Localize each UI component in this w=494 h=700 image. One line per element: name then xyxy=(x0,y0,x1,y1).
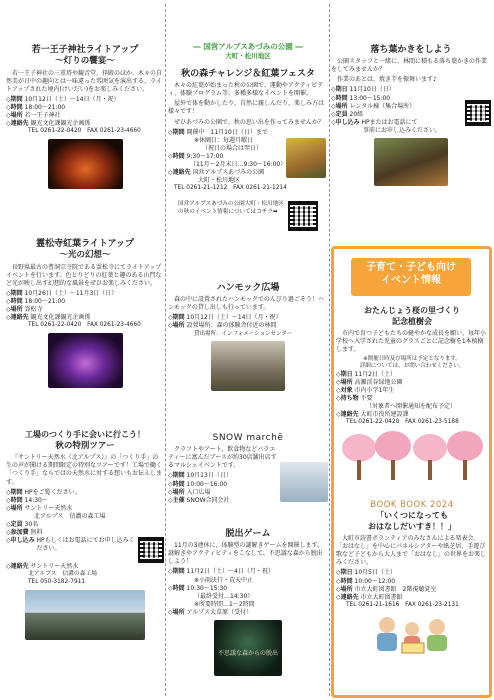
detail-row: （11月～2月末日…9:30～16:00） xyxy=(190,160,287,168)
contact-row: ◇連絡先 大町市役所建設課 xyxy=(336,411,409,419)
event-description: 市内で育つ子どもたちの健やかな成長を願い、毎年小学校へ入学された児童のグラスごとに記念樹を1本植樹します。 xyxy=(336,329,487,353)
event-escape-game xyxy=(168,528,328,679)
detail-row: ◇期日 11月2日（土） xyxy=(336,370,396,378)
event-title: 落ち葉かきをしよう xyxy=(370,45,452,55)
event-description: 若一王子神社の三重塔や観音堂、拝殿のほか、木々の自然美が日中の趣向とは一味違った雰囲気を演出する、ライトアップされた境内(けいだい)をお楽しみください。 xyxy=(6,69,163,93)
detail-row: 北アルプス 信濃の森工場 xyxy=(34,512,106,520)
event-description: 『サントリー天然水（北アルプス）』の「つくり手」の生の声が聞ける期間限定の特別なツアーです！工場で働く「つくり手」ならではの天然水に対する想いもお伝えします。 xyxy=(6,454,162,486)
snow-marche-poster xyxy=(280,462,328,502)
detail-row: ◇期間 10月12日（土）～14日（月・祝） xyxy=(168,314,282,322)
detail-row: ◇参加費 無料 xyxy=(6,529,43,537)
detail-row: ◇時間 18:00～21:00 xyxy=(6,297,66,305)
contact-row: ◇連絡先 観光文化課観光企画係 xyxy=(6,314,91,322)
event-description: ぜひあづみの公園で、秋の思い出を作ってみませんか？ xyxy=(174,118,324,126)
event-description: クラフトやアート、飲食物などバラエティーに富んだブースが約30店舗出店するマルシェイベントです。 xyxy=(168,446,277,470)
detail-row: ◇期間 開催中 11月10日（日）まで xyxy=(168,128,268,136)
event-description: 作業のあとは、焼き芋を振舞います♪ xyxy=(337,76,437,84)
kids-banner-line2: イベント情報 xyxy=(381,275,441,286)
contact-name2: 北アルプス 信濃の森工場 xyxy=(28,571,98,578)
escape-game-poster: 不思議な森からの脱出 xyxy=(214,620,282,676)
detail-row: ◇場所 霊松寺 xyxy=(6,306,43,314)
event-snow-marche xyxy=(168,432,328,505)
qr-code[interactable] xyxy=(465,100,491,126)
detail-row: ◇時間 10:00～12:00 xyxy=(336,577,396,585)
detail-row: 貸出場所：インフォメーションセンター xyxy=(194,330,293,337)
event-description: 木々の紅葉が始まった秋の公園で、運動やアクティビティ、体験プログラム等、多種多様なイベントを開催。 xyxy=(168,82,324,98)
cherry-trees-illustration xyxy=(337,430,487,482)
detail-row: ◇時間 10:30～15:30 xyxy=(168,584,228,592)
pagoda-photo xyxy=(48,139,123,189)
leaf-raking-photo xyxy=(374,138,448,186)
contact-tel: TEL 0261-21-1212 FAX 0261-21-1214 xyxy=(174,185,287,192)
event-tree-planting xyxy=(336,306,488,482)
event-description: 大町市読書ボランティアのみなさんによる楽表会。「おはなし」を中心にパネルシアターや紙芝居、手遊び歌など子どもから大人まで「おはなし」の世界をお楽しみください。 xyxy=(336,535,487,567)
factory-photo xyxy=(25,590,145,640)
detail-row: ◇対象 市内小学1年生 xyxy=(336,386,395,394)
event-subtitle: 「いくつになっても xyxy=(376,511,448,521)
contact-tel: TEL 050-3182-7911 xyxy=(28,579,86,586)
event-description: 屋外で体を動かしたり、自然に親しんだり、楽しみ方は様々です！ xyxy=(168,100,325,116)
apply-block xyxy=(6,537,164,563)
detail-row: ◇持ち物 不要 xyxy=(336,395,373,402)
detail-row: ◇連絡先 市立大町図書館 xyxy=(336,593,403,601)
qr-code[interactable] xyxy=(288,201,318,231)
event-subtitle: おはなしだいすき！！」 xyxy=(368,522,456,532)
detail-row: ◇場所 設置場所：森の体験舎付近の林間 xyxy=(168,322,277,330)
family-reading-illustration xyxy=(357,613,467,657)
park-header-title: ― 国営アルプスあづみの公園 ― xyxy=(193,42,303,51)
detail-row: ◇時間 14:30～ xyxy=(6,496,48,504)
detail-row: （祝日の場合は翌日） xyxy=(202,144,263,152)
detail-row: ◇定員 30名 xyxy=(6,521,39,529)
contact-tel: TEL 0261-22-0420 FAX 0261-23-4660 xyxy=(28,322,141,329)
event-title: BOOK BOOK 2024 xyxy=(370,500,454,510)
event-factory-tour xyxy=(6,430,164,643)
detail-row: ※休園日：毎週月曜日 xyxy=(194,136,254,144)
contact-row: ◇連絡先 観光文化課観光企画係 xyxy=(6,120,91,128)
detail-row: ◇主催 SNOW合同会社 xyxy=(168,496,230,504)
event-title: SNOW marchē xyxy=(212,433,284,443)
detail-row: 大町・松川地区 xyxy=(198,177,241,185)
detail-row: ◇場所 レンタル棟（集合場所） xyxy=(331,102,416,110)
detail-row: ◇時間 13:00～15:00 xyxy=(331,94,391,102)
detail-row: （最終受付…14:30） xyxy=(194,592,254,600)
event-hammock xyxy=(168,282,328,394)
event-reishoji-lightup xyxy=(6,238,164,391)
qr-info-text: 国営アルプスあづみの公園大町・松川地区の秋のイベント情報についてはコチラ➡ xyxy=(178,201,284,215)
event-description: 11月の3連休に、体験型の謎解きゲームを開催します。謎解きやアクティビティをこなして、不思議な森から脱出しよう！ xyxy=(168,542,323,566)
detail-row: ◇場所 アルプス大草原（受付） xyxy=(168,608,253,616)
event-subtitle: ～灯りの饗宴～ xyxy=(55,56,115,67)
detail-row: ◇申し込み HPまたはお電話にて xyxy=(331,118,418,126)
park-header xyxy=(168,42,328,61)
detail-row: ◇場所 入口広場 xyxy=(168,488,211,496)
event-note: 詳細については、お問い合わせください。 xyxy=(359,363,465,370)
temple-photo xyxy=(48,333,123,388)
event-title: 秋の森チャレンジ＆紅葉フェスタ xyxy=(181,69,315,79)
kids-banner-line1: 子育て・子ども向け xyxy=(366,262,456,273)
park-header-area: 大町・松川地区 xyxy=(225,52,271,61)
detail-row: ◇期日 11月10日（日） xyxy=(331,86,395,94)
detail-row: 事前にお申し込みください。 xyxy=(363,126,442,134)
detail-row: ◇連絡先 国営アルプスあづみの公園 xyxy=(168,169,265,177)
event-description: 長野県最古の曹洞宗寺院である霊松寺にてライトアップイベントを行います。色とりどりの紅葉と趣のある山門など光が映し出す幻想的な風景をぜひお楽しみください。 xyxy=(6,263,162,287)
column-divider xyxy=(165,4,166,696)
event-description: 森の中に設置されたハンモックでのんびり過ごそう！ハンモックの貸し出しも行っています。 xyxy=(168,296,324,312)
qr-code[interactable] xyxy=(138,537,164,563)
contact-row: ◇連絡先 サントリー天然水 xyxy=(6,563,79,571)
event-wakaichi-lightup xyxy=(6,44,164,192)
detail-row: （対象者へ開催通知を配布予定） xyxy=(366,403,457,411)
event-title: 霊松寺紅葉ライトアップ xyxy=(36,239,134,249)
detail-row: ◇申し込み HPもしくはお電話にてお申し込みください。 xyxy=(6,537,135,553)
event-title: 若一王子神社ライトアップ xyxy=(31,45,139,55)
kids-events-banner xyxy=(351,258,471,296)
detail-row: ◇場所 若一王子神社 xyxy=(6,112,61,120)
contact-tel: TEL 0261-22-0420 FAX 0261-23-5188 xyxy=(346,419,459,426)
detail-row: ※所要時間…1～2時間 xyxy=(194,600,255,608)
detail-row: ◇場所 市立大町図書館 2階視聴覚室 xyxy=(336,585,437,593)
detail-row: ◇時間 9:30～17:00 xyxy=(168,152,224,160)
hammock-photo xyxy=(211,341,285,391)
detail-row: ◇場所 サントリー天然水 xyxy=(6,504,73,512)
detail-row: ※小雨決行・荒天中止 xyxy=(194,576,254,584)
event-title: 工場のつくり手に会いに行こう！ xyxy=(25,430,145,439)
detail-row: ◇期間 11月2日（土）～4日（月・祝） xyxy=(168,568,274,576)
detail-row: ◇期間 10月13日（日） xyxy=(168,472,232,480)
detail-row: ◇時間 10:00～16:00 xyxy=(168,480,228,488)
column-divider xyxy=(329,4,330,696)
event-description: 公園スタッフと一緒に、林間に積もる落ち葉かきの作業をしてみませんか？ xyxy=(331,58,488,74)
event-subtitle: ～光の幻想～ xyxy=(59,250,111,261)
detail-row: ◇期間 10月12日（土）～14日（月・祝） xyxy=(6,95,120,103)
detail-row: ◇期間 10月26日（土）～11月3日（日） xyxy=(6,289,118,297)
detail-row: ◇定員 20組 xyxy=(331,110,364,118)
autumn-family-photo xyxy=(286,138,326,178)
event-note: ※開催日時及び場所は予定となります。 xyxy=(363,355,461,362)
detail-row: ◇場所 高瀬渓谷緑地公園 xyxy=(336,378,403,386)
event-subtitle: 秋の特別ツアー xyxy=(55,440,115,451)
event-book-book xyxy=(336,500,488,657)
event-title: ハンモック広場 xyxy=(216,283,280,293)
contact-tel: TEL 0261-21-1616 FAX 0261-23-2131 xyxy=(346,601,459,608)
qr-info-block xyxy=(168,201,328,231)
detail-row: ◇時間 18:00～21:00 xyxy=(6,103,66,111)
contact-tel: TEL 0261-22-0420 FAX 0261-23-4660 xyxy=(28,128,141,135)
detail-row: ◇期日 10月5日（土） xyxy=(336,569,396,577)
event-title: おたんじょう桜の里づくり xyxy=(364,306,460,315)
event-leaf-raking xyxy=(331,44,491,189)
detail-row: ◇期間 HPをご覧ください。 xyxy=(6,488,81,496)
event-title: 脱出ゲーム xyxy=(225,529,271,539)
event-subtitle: 記念植樹会 xyxy=(392,316,432,326)
